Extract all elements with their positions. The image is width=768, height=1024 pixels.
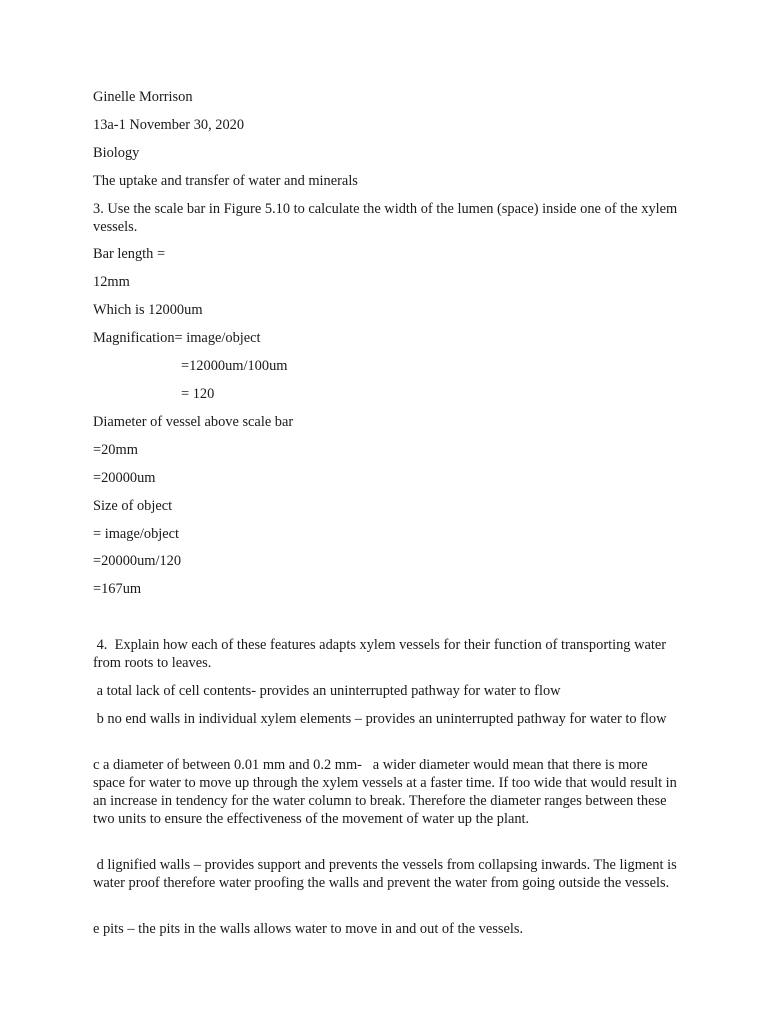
- q3-line-12000um: Which is 12000um: [93, 302, 203, 318]
- q3-line-bar-length: Bar length =: [93, 246, 166, 262]
- q3-line-12mm: 12mm: [93, 274, 130, 290]
- q3-line-magnification: Magnification= image/object: [93, 330, 261, 346]
- q3-line-diameter: Diameter of vessel above scale bar: [93, 414, 294, 430]
- q4-answer-a: a total lack of cell contents- provides an uninterrupted pathway for water to flow: [93, 683, 561, 699]
- q3-line-calc: =12000um/100um: [181, 358, 288, 374]
- subject: Biology: [93, 145, 140, 161]
- class-date: 13a-1 November 30, 2020: [93, 117, 245, 133]
- q3-line-20mm: =20mm: [93, 442, 138, 458]
- q4-answer-d: d lignified walls – provides support and prevents the vessels from collapsing inwards. The ligment is water proof therefore water proofing the walls and prevent the water from going outside the vessels.: [93, 857, 681, 891]
- q3-line-20000um: =20000um: [93, 470, 156, 486]
- q4-answer-b: b no end walls in individual xylem elements – provides an uninterrupted pathway for water to flow: [93, 711, 667, 727]
- q4-answer-c: c a diameter of between 0.01 mm and 0.2 mm- a wider diameter would mean that there is more space for water to move up through the xylem vessels at a faster time. If too wide that would result in an increase in tendency for the water column to break. Therefore the diameter ranges between these two units to ensure the effectiveness of the movement of water up the plant.: [93, 757, 681, 827]
- q3-line-size-of-object: Size of object: [93, 498, 173, 514]
- question-3-prompt: 3. Use the scale bar in Figure 5.10 to calculate the width of the lumen (space) inside one of the xylem vessels.: [93, 201, 678, 235]
- q3-line-division: =20000um/120: [93, 553, 182, 569]
- question-4-prompt: 4. Explain how each of these features adapts xylem vessels for their function of transporting water from roots to leaves.: [93, 637, 670, 671]
- author-name: Ginelle Morrison: [93, 89, 193, 105]
- document-title: The uptake and transfer of water and minerals: [93, 173, 358, 189]
- q4-answer-e: e pits – the pits in the walls allows water to move in and out of the vessels.: [93, 921, 524, 937]
- q3-line-formula: = image/object: [93, 526, 180, 542]
- q3-line-result: = 120: [181, 386, 215, 402]
- q3-line-answer: =167um: [93, 581, 142, 597]
